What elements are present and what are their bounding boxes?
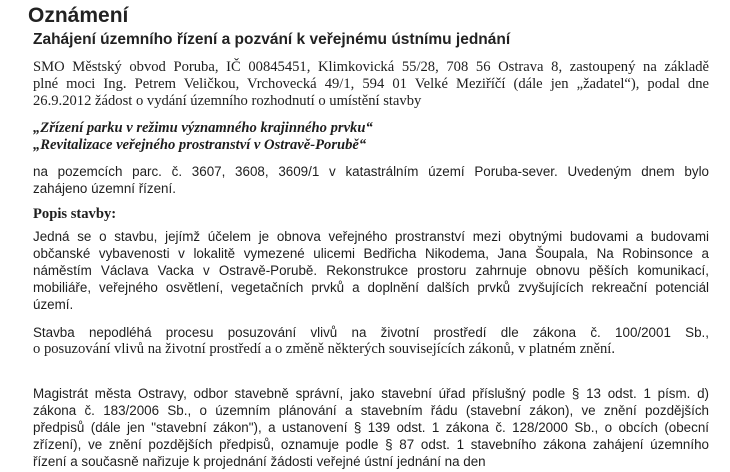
section-heading: Popis stavby: bbox=[33, 206, 117, 222]
notice-subtitle: Zahájení územního řízení a pozvání k veřejnému ústnímu jednání bbox=[33, 31, 511, 48]
authority-line: předpisů (dále jen "stavební zákon"), a ustanovení § 139 odst. 1 zákona č. 128/2000 Sb., o obcích (obecní bbox=[33, 420, 709, 435]
parcels-line: na pozemcích parc. č. 3607, 3608, 3609/1 v katastrálním území Poruba-sever. Uvedeným dnem bylo bbox=[33, 164, 709, 179]
description-line: občanské vybavenosti v lokalitě vymezené ulicemi Bedřicha Nikodema, Jana Šoupala, Na Robinsonce a bbox=[33, 246, 709, 261]
authority-line: zřízení), ve znění pozdějších předpisů, oznamuje podle § 87 odst. 1 stavebního zákona zahájení územního bbox=[33, 437, 709, 452]
notice-title: Oznámení bbox=[28, 4, 129, 27]
project-name: „Revitalizace veřejného prostranství v Ostravě-Porubě“ bbox=[33, 137, 367, 153]
authority-line: zákona č. 183/2006 Sb., o územním plánování a stavebním řádu (stavební zákon), ve znění pozdějších bbox=[33, 403, 709, 418]
eia-line: o posuzování vlivů na životní prostředí a o změně některých souvisejících zákonů, v platném znění. bbox=[33, 341, 615, 357]
parcels-line: zahájeno územní řízení. bbox=[33, 181, 176, 196]
authority-line: Magistrát města Ostravy, odbor stavebně správní, jako stavební úřad příslušný podle § 13 odst. 1 písm. d) bbox=[33, 386, 709, 401]
authority-line: řízení a současně nařizuje k projednání žádosti veřejné ústní jednání na den bbox=[33, 454, 486, 469]
description-line: mobiliáře, veřejného osvětlení, vegetačních prvků a doplnění dalších prvků zvyšujících rekreační potenciál bbox=[33, 280, 709, 295]
project-names bbox=[33, 120, 709, 154]
intro-paragraph bbox=[33, 59, 709, 110]
description-line: Jedná se o stavbu, jejímž účelem je obnova veřejného prostranství mezi obytnými budovami a budovami bbox=[33, 229, 709, 244]
project-name: „Zřízení parku v režimu významného krajinného prvku“ bbox=[33, 120, 373, 136]
intro-line: plné moci Ing. Petrem Veličkou, Vrchovecká 49/1, 594 01 Velké Meziříčí (dále jen „žadatel“), podal dne bbox=[33, 76, 709, 92]
parcels-paragraph bbox=[33, 163, 709, 197]
description-line: náměstím Václava Vacka v Ostravě-Porubě. Rekonstrukce prostoru zahrnuje obnovu pěších komunikací, bbox=[33, 263, 709, 278]
intro-line: SMO Městský obvod Poruba, IČ 00845451, Klimkovická 55/28, 708 56 Ostrava 8, zastoupený na základě bbox=[33, 59, 709, 75]
eia-paragraph bbox=[33, 324, 709, 358]
authority-paragraph bbox=[33, 385, 709, 470]
intro-line: 26.9.2012 žádost o vydání územního rozhodnutí o umístění stavby bbox=[33, 93, 422, 109]
eia-line: Stavba nepodléhá procesu posuzování vlivů na životní prostředí dle zákona č. 100/2001 Sb., bbox=[33, 325, 709, 340]
description-paragraph bbox=[33, 228, 709, 313]
description-line: území. bbox=[33, 297, 74, 312]
